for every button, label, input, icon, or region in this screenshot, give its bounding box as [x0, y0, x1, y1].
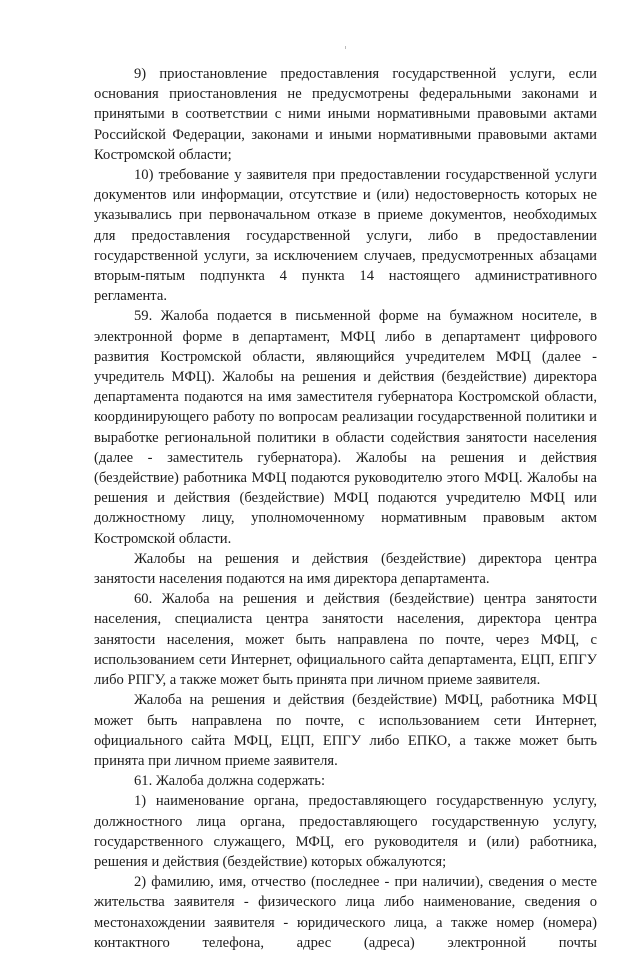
paragraph-item-9: 9) приостановление предоставления государственной услуги, если основания приостановления не предусмотрены федеральными законами и принятыми в соответствии с ними иными нормативными правовыми актами Российской Федерации, законами и иными нормативными правовыми актами Костромской области;	[94, 66, 597, 163]
document-page	[94, 0, 597, 951]
paragraph-clause-59: 59. Жалоба подается в письменной форме на бумажном носителе, в электронной форме в департамент, МФЦ либо в департамент цифрового развития Костромской области, являющийся учредителем МФЦ (далее - учредитель МФЦ). Жалобы на решения и действия (бездействие) директора департамента подаются на имя заместителя губернатора Костромской области, координирующего работу по вопросам реализации государственной политики и выработке региональной политики в области содействия занятости населения (далее - заместитель губернатора). Жалобы на решения и действия (бездействие) работника МФЦ подаются руководителю этого МФЦ. Жалобы на решения и действия (бездействие) МФЦ подаются учредителю МФЦ или должностному лицу, уполномоченному нормативным правовым актом Костромской области.	[94, 308, 597, 547]
paragraph-item-10: 10) требование у заявителя при предоставлении государственной услуги документов или информации, отсутствие и (или) недостоверность которых не указывались при первоначальном отказе в приеме документов, необходимых для предоставления государственной услуги, либо в предоставлении государственной услуги, за исключением случаев, предусмотренных абзацами вторым-пятым подпункта 4 пункта 14 настоящего административного регламента.	[94, 167, 597, 305]
paragraph-subitem-1: 1) наименование органа, предоставляющего государственную услугу, должностного лица органа, предоставляющего государственную услугу, государственного служащего, МФЦ, его руководителя и (или) работника, решения и действия (бездействие) которых обжалуются;	[94, 793, 597, 870]
paragraph-complaints-mfc: Жалоба на решения и действия (бездействие) МФЦ, работника МФЦ может быть направлена по почте, с использованием сети Интернет, официального сайта МФЦ, ЕЦП, ЕПГУ либо ЕПКО, а также может быть принята при личном приеме заявителя.	[94, 692, 597, 769]
page-mark	[345, 46, 346, 49]
document-body	[94, 64, 597, 953]
paragraph-clause-60: 60. Жалоба на решения и действия (бездействие) центра занятости населения, специалиста центра занятости населения, директора центра занятости населения, может быть направлена по почте, через МФЦ, с использованием сети Интернет, официального сайта департамента, ЕЦП, ЕПГУ либо РПГУ, а также может быть принята при личном приеме заявителя.	[94, 591, 597, 689]
paragraph-subitem-2: 2) фамилию, имя, отчество (последнее - при наличии), сведения о месте жительства заявителя - физического лица либо наименование, сведения о местонахождении заявителя - юридического лица, а также номер (номера) контактного телефона, адрес (адреса) электронной почты	[94, 874, 597, 951]
paragraph-clause-61: 61. Жалоба должна содержать:	[134, 773, 325, 790]
paragraph-complaints-director: Жалобы на решения и действия (бездействие) директора центра занятости населения подаются на имя директора департамента.	[94, 550, 597, 588]
